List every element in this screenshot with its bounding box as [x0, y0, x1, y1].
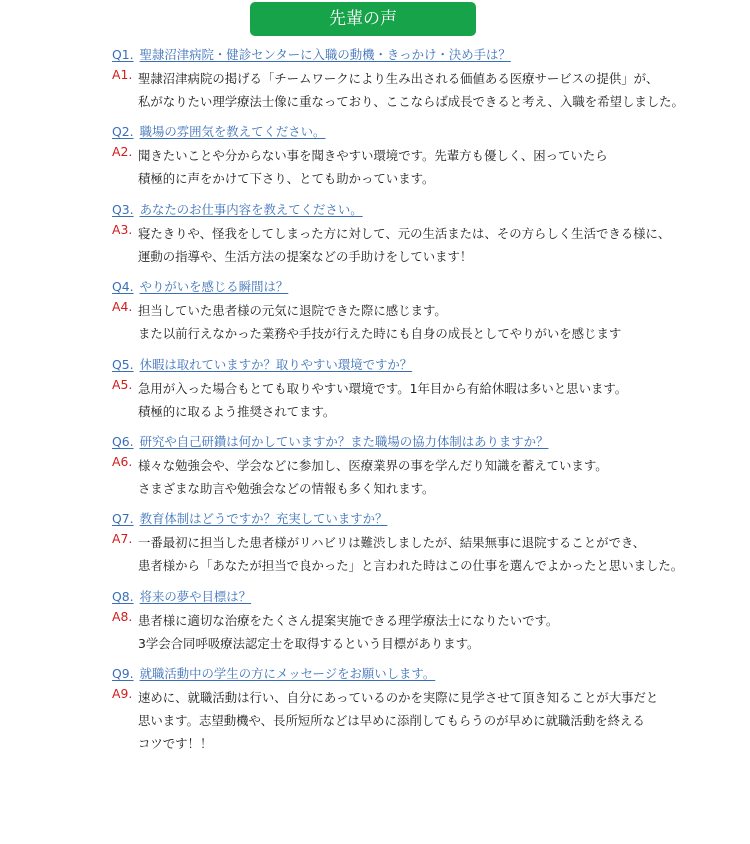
answer-line: 一番最初に担当した患者様がリハビリは難渋しましたが、結果無事に退院することができ、 [138, 535, 646, 551]
question-label: Q8. [112, 588, 134, 604]
answer-line: また以前行えなかった業務や手技が行えた時にも自身の成長としてやりがいを感じます [138, 326, 622, 342]
question-label: Q9. [112, 666, 134, 682]
answer-line: 積極的に声をかけて下さり、とても助かっています。 [138, 171, 435, 187]
question-text: 将来の夢や目標は？ [139, 588, 252, 604]
answer-label: A8. [112, 608, 133, 624]
question [112, 45, 511, 63]
answer [138, 609, 738, 655]
answer-label: A3. [112, 221, 133, 237]
qa-list [0, 41, 750, 752]
qa-item [0, 273, 750, 350]
qa-item [0, 41, 750, 118]
answer [138, 377, 738, 423]
answer-line: 患者様から「あなたが担当で良かった」と言われた時はこの仕事を選んでよかったと思いました。 [138, 558, 684, 574]
answer-line: 思います。志望動機や、長所短所などは早めに添削してもらうのが早めに就職活動を終える [138, 713, 645, 729]
qa-item [0, 351, 750, 428]
answer-line: 寝たきりや、怪我をしてしまった方に対して、元の生活または、その方らしく生活できる様に、 [138, 225, 671, 241]
question-text: 休暇は取れていますか？取りやすい環境ですか？ [139, 356, 413, 372]
answer-line: 担当していた患者様の元気に退院できた際に感じます。 [138, 303, 447, 319]
answer-line: 積極的に取るよう推奨されてます。 [138, 403, 336, 419]
question-label: Q3. [112, 201, 134, 217]
answer-label: A2. [112, 144, 133, 160]
question [112, 432, 548, 450]
answer-line: 患者様に適切な治療をたくさん提案実施できる理学療法士になりたいです。 [138, 612, 559, 628]
question [112, 664, 435, 682]
question-label: Q2. [112, 124, 134, 140]
question-text: 教育体制はどうですか？充実していますか？ [139, 511, 388, 527]
question [112, 587, 251, 605]
page-title: 先輩の声 [250, 2, 476, 36]
qa-item [0, 118, 750, 195]
answer [138, 686, 738, 755]
answer-label: A4. [112, 299, 133, 315]
question [112, 509, 387, 527]
qa-item [0, 505, 750, 582]
answer-line: コツです！！ [138, 736, 213, 752]
question-text: 職場の雰囲気を教えてください。 [139, 124, 326, 140]
question-label: Q4. [112, 279, 134, 295]
answer [138, 454, 738, 500]
question [112, 200, 363, 218]
question-label: Q1. [112, 47, 134, 62]
answer-line: 様々な勉強会や、学会などに参加し、医療業界の事を学んだり知識を蓄えています。 [138, 457, 608, 473]
qa-item [0, 428, 750, 505]
qa-item [0, 196, 750, 273]
question-text: 就職活動中の学生の方にメッセージをお願いします。 [139, 666, 436, 682]
answer-line: 速めに、就職活動は行い、自分にあっているのかを実際に見学させて頂き知ることが大事だと [138, 690, 659, 706]
answer-label: A7. [112, 531, 133, 547]
question [112, 122, 325, 140]
answer [138, 144, 738, 190]
question-text: やりがいを感じる瞬間は？ [139, 279, 289, 295]
answer-line: さまざまな助言や勉強会などの情報も多く知れます。 [138, 480, 435, 496]
question-text: 研究や自己研鑽は何かしていますか？また職場の協力体制はありますか？ [139, 433, 549, 449]
question [112, 355, 412, 373]
answer-label: A1. [112, 67, 133, 82]
answer [138, 67, 738, 113]
qa-item [0, 583, 750, 660]
question-text: あなたのお仕事内容を教えてください。 [139, 201, 363, 217]
answer-label: A9. [112, 686, 133, 702]
question-label: Q7. [112, 511, 134, 527]
answer-label: A6. [112, 453, 133, 469]
qa-item [0, 660, 750, 752]
answer-line: 聖隷沼津病院の掲げる「チームワークにより生み出される価値ある医療サービスの提供」が、 [138, 71, 659, 86]
question [112, 277, 288, 295]
answer-line: 聞きたいことや分からない事を聞きやすい環境です。先輩方も優しく、困っていたら [138, 148, 608, 164]
question-label: Q6. [112, 433, 134, 449]
answer [138, 299, 738, 345]
answer-line: 3学会合同呼吸療法認定士を取得するという目標があります。 [138, 635, 480, 651]
answer-line: 運動の指導や、生活方法の提案などの手助けをしています！ [138, 248, 473, 264]
answer-label: A5. [112, 376, 133, 392]
answer [138, 222, 738, 268]
question-label: Q5. [112, 356, 134, 372]
question-text: 聖隷沼津病院・健診センターに入職の動機・きっかけ・決め手は？ [139, 47, 511, 62]
answer-line: 急用が入った場合もとても取りやすい環境です。1年目から有給休暇は多いと思います。 [138, 380, 628, 396]
answer-line: 私がなりたい理学療法士像に重なっており、ここならば成長できると考え、入職を希望しました。 [138, 94, 684, 109]
answer [138, 531, 738, 577]
